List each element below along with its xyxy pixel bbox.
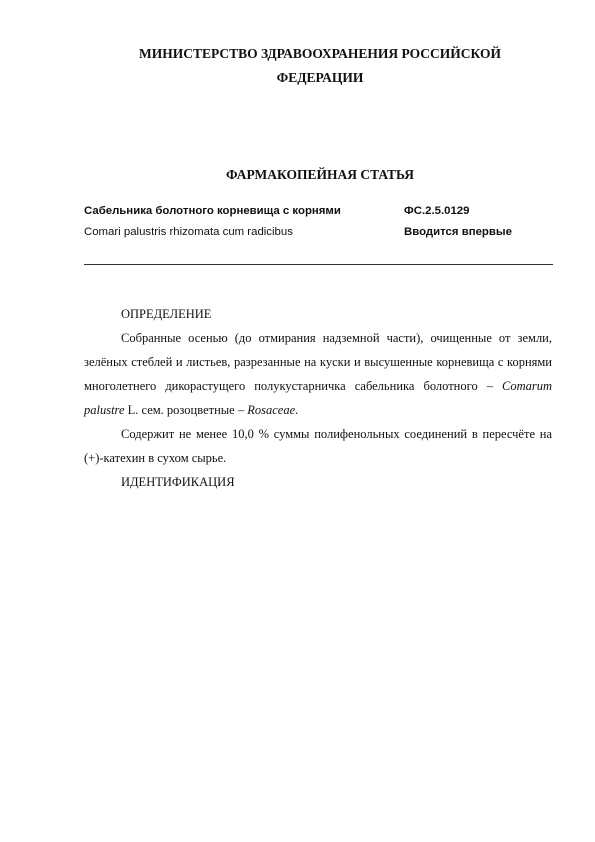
meta-row-name-code	[84, 204, 552, 218]
definition-heading: ОПРЕДЕЛЕНИЕ	[121, 307, 212, 321]
species-latin-name: Comarum palustre	[84, 379, 552, 417]
monograph-name-latin: Comari palustris rhizomata cum radicibus	[84, 226, 293, 238]
monograph-code: ФС.2.5.0129	[404, 205, 470, 217]
content-paragraph: Содержит не менее 10,0 % суммы полифенольных соединений в пересчёте на (+)-катехин в сухом сырье.	[84, 427, 552, 465]
document-body	[84, 302, 552, 494]
header-divider	[84, 264, 553, 265]
monograph-status: Вводится впервые	[404, 226, 512, 238]
ministry-title	[100, 42, 540, 90]
monograph-name-russian: Сабельника болотного корневища с корнями	[84, 205, 341, 217]
document-type-title: ФАРМАКОПЕЙНАЯ СТАТЬЯ	[226, 167, 414, 182]
family-latin-name: Rosaceae	[247, 403, 296, 417]
definition-text-a: Собранные осенью (до отмирания надземной части), очищенные от земли, зелёных стеблей и листьев, разрезанные на куски и высушенные корневища с корнями многолетнего дикорастущего полукустарничка сабельника болотного –	[84, 331, 552, 393]
definition-paragraph	[84, 326, 552, 422]
identification-heading: ИДЕНТИФИКАЦИЯ	[121, 475, 235, 489]
definition-text-c: .	[295, 403, 299, 417]
monograph-meta	[84, 204, 552, 239]
meta-row-latin-status	[84, 225, 552, 239]
ministry-title-line2: ФЕДЕРАЦИИ	[276, 70, 364, 85]
ministry-title-line1: МИНИСТЕРСТВО ЗДРАВООХРАНЕНИЯ РОССИЙСКОЙ	[138, 46, 502, 61]
definition-text-b: L. сем. розоцветные –	[124, 403, 248, 417]
